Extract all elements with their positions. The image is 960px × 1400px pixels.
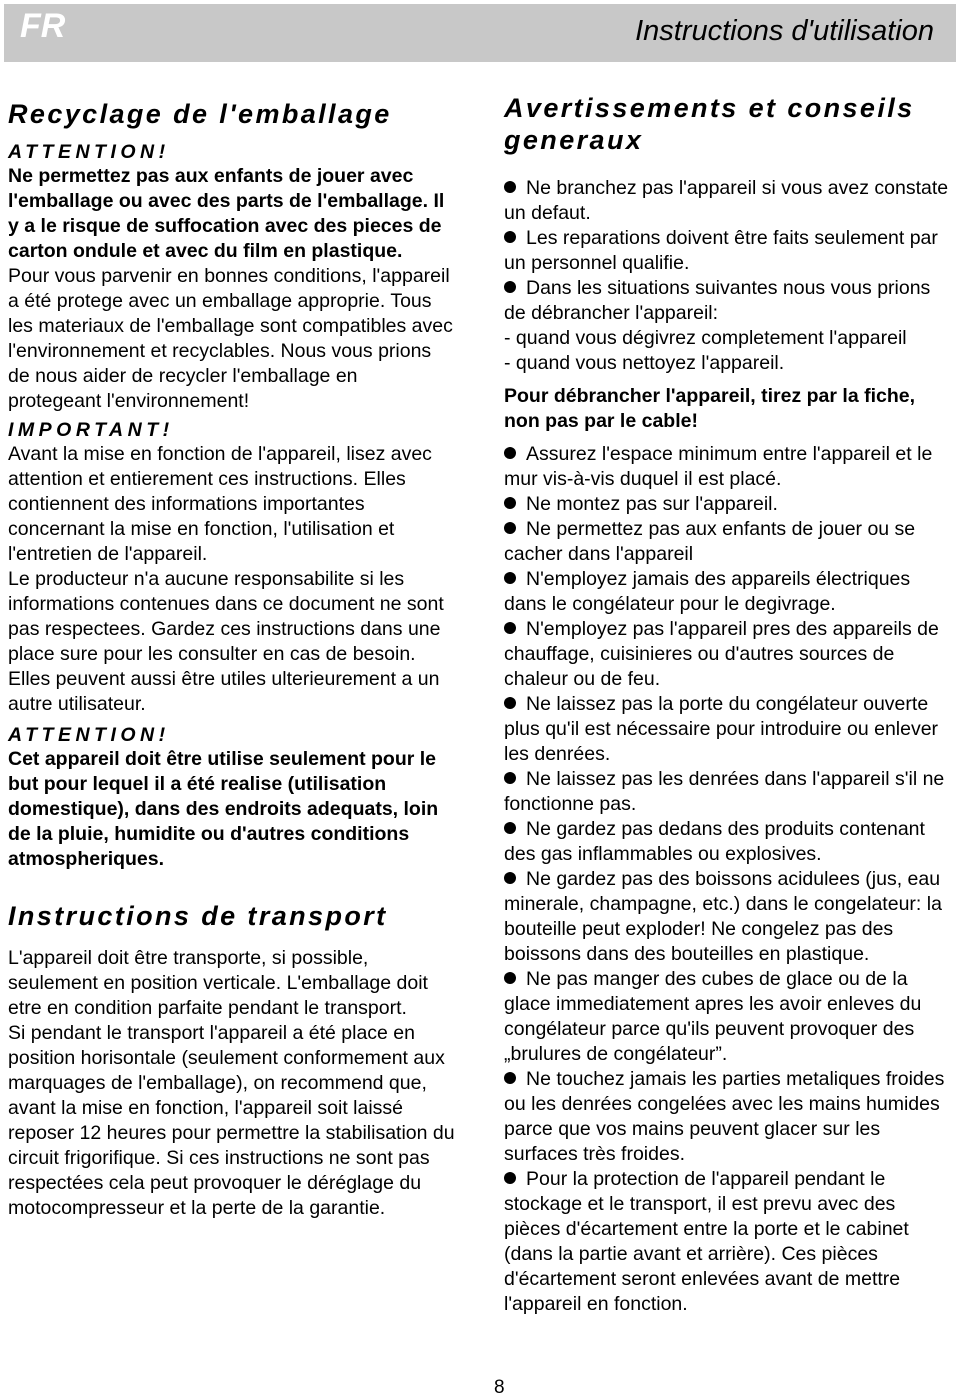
bullet-dot-icon <box>504 872 516 884</box>
packaging-warning: Ne permettez pas aux enfants de jouer avec l'emballage ou avec des parts de l'emballage. Il y a le risque de suffocation avec des pieces de carton ondule et avec du film en plastique. <box>8 165 445 262</box>
bullet-text: Les reparations doivent être faits seulement par un personnel qualifie. <box>504 227 938 274</box>
header-title: Instructions d'utilisation <box>635 15 934 47</box>
transport-paragraph-2: Si pendant le transport l'appareil a été place en position horisontale (seulement conformement aux marquages de l'emballage), on recommend que, avant la mise en fonction, l'appareil soit laissé reposer 12 heures pour permettre la stabilisation du circuit frigorifique. Si ces instructions ne sont pas respectées cela peut provoquer le déréglage du motocompresseur et la perte de la garantie. <box>8 1022 455 1219</box>
right-column <box>504 92 956 1317</box>
transport-paragraph-1: L'appareil doit être transporte, si possible, seulement en position verticale. L'emballage doit etre en condition parfaite pendant le transport. <box>8 947 428 1019</box>
bullet-dot-icon <box>504 231 516 243</box>
language-code: FR <box>20 7 66 45</box>
bullet-dot-icon <box>504 181 516 193</box>
bullet-text: Ne touchez jamais les parties metaliques froides ou les denrées congelées avec les mains humides parce que vos mains peuvent glacer sur les surfaces très froides. <box>504 1068 945 1165</box>
transport-title: Instructions de transport <box>8 901 388 931</box>
bullet-dot-icon <box>504 281 516 293</box>
left-column <box>8 92 456 1221</box>
bullet-text: N'employez pas l'appareil pres des appareils de chauffage, cuisinieres ou d'autres sources de chaleur ou de feu. <box>504 618 939 690</box>
warning-bullet-item <box>504 1067 956 1167</box>
bullet-dot-icon <box>504 697 516 709</box>
unplug-note: Pour débrancher l'appareil, tirez par la fiche, non pas par le cable! <box>504 385 916 432</box>
bullet-text: Dans les situations suivantes nous vous prions de débrancher l'appareil: <box>504 277 931 324</box>
recycling-body: Pour vous parvenir en bonnes conditions, l'appareil a été protege avec un emballage approprie. Tous les materiaux de l'emballage sont compatibles avec l'environnement et recyclables. Nous vous prions de nous aider de recycler l'emballage en protegeant l'environnement! <box>8 265 453 412</box>
warning-bullet-item <box>504 567 956 617</box>
bullet-text: Ne laissez pas la porte du congélateur ouverte plus qu'il est nécessaire pour introduire ou enlever les denrées. <box>504 693 939 765</box>
bullet-dot-icon <box>504 522 516 534</box>
important-paragraph-2: Le producteur n'a aucune responsabilite si les informations contenues dans ce document ne sont pas respectees. Gardez ces instructions dans une place sure pour les consulter en cas de besoin. Elles peuvent aussi être utiles ulterieurement a un autre utilisateur. <box>8 568 444 715</box>
important-heading: IMPORTANT! <box>8 419 174 441</box>
warning-bullet-item <box>504 442 956 492</box>
sub-item-defrost: - quand vous dégivrez completement l'appareil <box>504 327 907 349</box>
page-header <box>4 4 956 62</box>
warnings-list-b <box>504 442 956 1317</box>
page-number: 8 <box>494 1377 505 1398</box>
bullet-dot-icon <box>504 622 516 634</box>
warning-bullet-item <box>504 492 956 517</box>
warning-bullet-item <box>504 867 956 967</box>
bullet-dot-icon <box>504 972 516 984</box>
bullet-text: Ne gardez pas dedans des produits contenant des gas inflammables ou explosives. <box>504 818 925 865</box>
bullet-text: N'employez jamais des appareils électriques dans le congélateur pour le degivrage. <box>504 568 911 615</box>
recycling-title: Recyclage de l'emballage <box>8 99 392 129</box>
warning-bullet-item <box>504 767 956 817</box>
bullet-text: Assurez l'espace minimum entre l'appareil et le mur vis-à-vis duquel il est placé. <box>504 443 933 490</box>
sub-item-clean: - quand vous nettoyez l'appareil. <box>504 352 785 374</box>
bullet-dot-icon <box>504 772 516 784</box>
warning-bullet-item <box>504 1167 956 1317</box>
bullet-text: Ne montez pas sur l'appareil. <box>526 493 778 515</box>
bullet-dot-icon <box>504 1172 516 1184</box>
bullet-text: Ne laissez pas les denrées dans l'appareil s'il ne fonctionne pas. <box>504 768 945 815</box>
warning-bullet-item <box>504 817 956 867</box>
warning-bullet-item <box>504 276 956 326</box>
bullet-text: Pour la protection de l'appareil pendant le stockage et le transport, il est prevu avec des pièces d'écartement entre la porte et le cabinet (dans la partie avant et arrière). Ces pièces d'écartement seront enlevées avant de mettre l'appareil en fonction. <box>504 1168 909 1315</box>
bullet-text: Ne branchez pas l'appareil si vous avez constate un defaut. <box>504 177 949 224</box>
warning-bullet-item <box>504 967 956 1067</box>
bullet-dot-icon <box>504 822 516 834</box>
bullet-dot-icon <box>504 497 516 509</box>
warning-bullet-item <box>504 617 956 692</box>
warnings-list-a <box>504 176 956 326</box>
bullet-dot-icon <box>504 1072 516 1084</box>
bullet-text: Ne permettez pas aux enfants de jouer ou se cacher dans l'appareil <box>504 518 916 565</box>
warnings-title: Avertissements et conseils generaux <box>504 93 915 155</box>
warning-bullet-item <box>504 226 956 276</box>
bullet-text: Ne pas manger des cubes de glace ou de la glace immediatement apres les avoir enleves du congélateur parce qu'ils peuvent provoquer des „brulures de congélateur”. <box>504 968 922 1065</box>
warning-bullet-item <box>504 517 956 567</box>
bullet-text: Ne gardez pas des boissons acidulees (jus, eau minerale, champagne, etc.) dans le congelateur: la bouteille peut exploder! Ne congelez pas des boissons dans des bouteilles en plastique. <box>504 868 942 965</box>
warning-bullet-item <box>504 176 956 226</box>
attention-heading-2: ATTENTION! <box>8 724 170 746</box>
attention-heading-1: ATTENTION! <box>8 141 170 163</box>
usage-warning: Cet appareil doit être utilise seulement pour le but pour lequel il a été realise (utilisation domestique), dans des endroits adequats, loin de la pluie, humidite ou d'autres conditions atmospheriques. <box>8 748 439 870</box>
bullet-dot-icon <box>504 572 516 584</box>
bullet-dot-icon <box>504 447 516 459</box>
important-paragraph-1: Avant la mise en fonction de l'appareil, lisez avec attention et entierement ces instructions. Elles contiennent des informations importantes concernant la mise en fonction, l'utilisation et l'entretien de l'appareil. <box>8 443 432 565</box>
warning-bullet-item <box>504 692 956 767</box>
